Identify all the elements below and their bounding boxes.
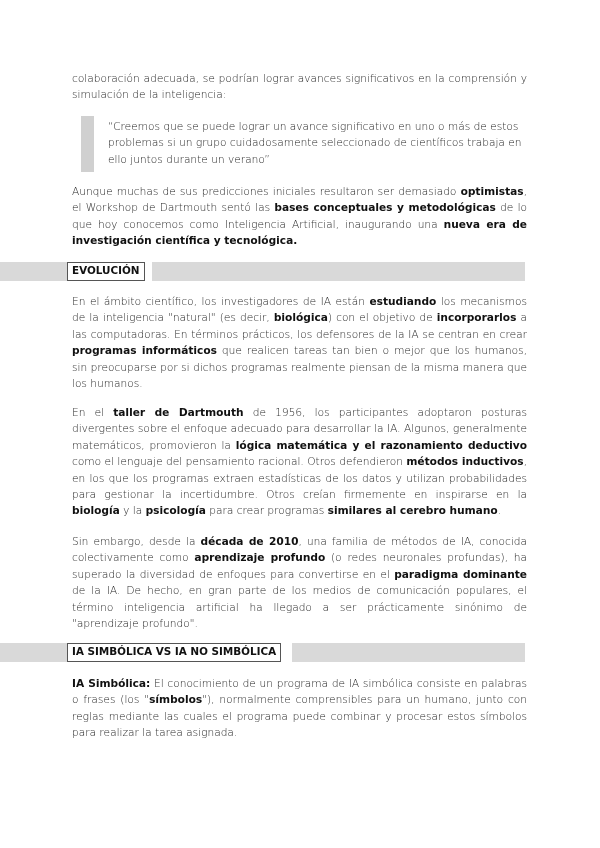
bold-term: métodos inductivos: [406, 456, 524, 469]
paragraph-intro: colaboración adecuada, se podrían lograr avances significativos en la comprensión y simulación de la inteligencia:: [72, 73, 527, 102]
bold-term: similares al cerebro humano: [327, 505, 498, 518]
bold-term: incorporarlos: [436, 312, 517, 325]
bold-term: década de 2010: [200, 536, 299, 548]
bold-term: biológica: [273, 312, 328, 325]
paragraph-ia-simbolica: IA Simbólica: El conocimiento de un programa de IA simbólica consiste en palabras o frases (los "símbolos"), normalmente comprensibles para un humano, junto con reglas mediante las cuales el programa puede combinar y procesar estos símbolos para realizar la tarea asignada.: [72, 678, 527, 740]
bold-term: biología: [72, 505, 120, 518]
paragraph-ambito: En el ámbito científico, los investigadores de IA están estudiando los mecanismos de la inteligencia "natural" (es decir, biológica) con el objetivo de incorporarlos a las computadoras. En términos prácticos, los defensores de la IA se centran en crear programas informáticos que realicen tareas tan bien o mejor que los humanos, sin preocuparse por si dichos programas realmente piensan de la misma manera que los humanos.: [72, 296, 527, 391]
section-heading-evolucion: [0, 262, 600, 281]
bold-term: bases conceptuales y metodológicas: [274, 202, 496, 215]
blockquote-text: “Creemos que se puede lograr un avance significativo en uno o más de estos problemas si un grupo cuidadosamente seleccionado de científicos trabaja en ello juntos durante un verano”: [108, 121, 522, 166]
heading-band-right: [292, 643, 525, 662]
bold-term: aprendizaje profundo: [194, 552, 326, 565]
paragraph-sin-embargo: Sin embargo, desde la década de 2010, una familia de métodos de IA, conocida colectivamente como aprendizaje profundo (o redes neuronales profundas), ha superado la diversidad de enfoques para convertirse en el paradigma dominante de la IA. De hecho, en gran parte de los medios de comunicación populares, el término inteligencia artificial ha llegado a ser prácticamente sinónimo de "aprendizaje profundo".: [72, 536, 527, 631]
bold-term: psicología: [145, 505, 206, 518]
bold-term: paradigma dominante: [394, 568, 527, 581]
bold-term: nueva era de investigación científica y tecnológica.: [72, 218, 527, 248]
paragraph-taller: En el taller de Dartmouth de 1956, los participantes adoptaron posturas divergentes sobre el enfoque adecuado para desarrollar la IA. Algunos, generalmente matemáticos, promovieron la lógica matemática y el razonamiento deductivo como el lenguaje del pensamiento racional. Otros defendieron métodos inductivos, en los que los programas extraen estadísticas de los datos y utilizan probabilidades para gestionar la incertidumbre. Otros creían firmemente en inspirarse en la biología y la psicología para crear programas similares al cerebro humano.: [72, 407, 528, 518]
heading-band-left: [0, 643, 67, 662]
bold-term: estudiando: [369, 296, 437, 308]
bold-term: IA Simbólica:: [72, 678, 151, 690]
section-title-evolucion: EVOLUCIÓN: [67, 262, 145, 281]
bold-term: taller de Dartmouth: [113, 407, 244, 419]
bold-term: optimistas: [460, 186, 524, 198]
section-title-simbolica: IA SIMBÓLICA VS IA NO SIMBÓLICA: [67, 643, 281, 662]
bold-term: lógica matemática y el razonamiento deductivo: [235, 439, 527, 452]
section-heading-simbolica: [0, 643, 600, 662]
blockquote-bar: [81, 116, 94, 172]
bold-term: símbolos: [149, 694, 203, 707]
heading-band-right: [152, 262, 525, 281]
heading-band-left: [0, 262, 67, 281]
paragraph-aunque: Aunque muchas de sus predicciones iniciales resultaron ser demasiado optimistas, el Workshop de Dartmouth sentó las bases conceptuales y metodológicas de lo que hoy conocemos como Inteligencia Artificial, inaugurando una nueva era de investigación científica y tecnológica.: [72, 186, 527, 248]
bold-term: programas informáticos: [72, 345, 217, 358]
